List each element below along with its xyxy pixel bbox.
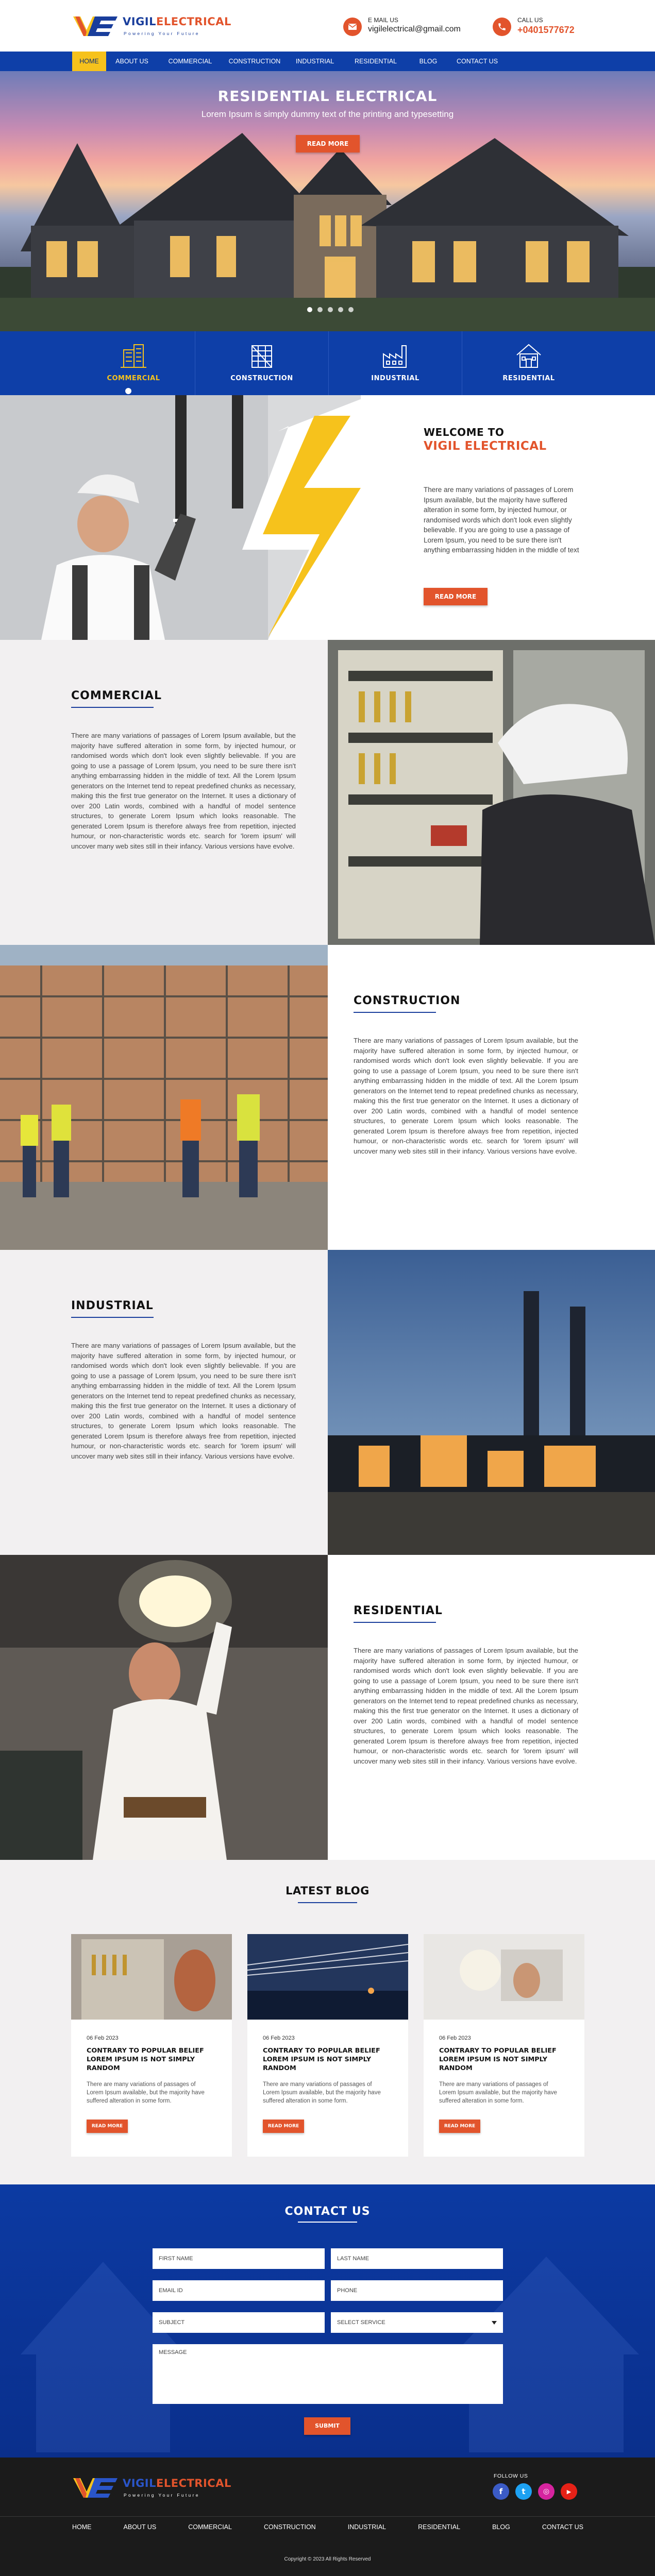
phone-input[interactable]: PHONE bbox=[331, 2280, 503, 2301]
active-service-indicator bbox=[125, 388, 131, 394]
blog-post-title[interactable]: CONTRARY TO POPULAR BELIEF LOREM IPSUM IS NOT SIMPLY RANDOM bbox=[263, 2047, 380, 2072]
blog-card[interactable] bbox=[424, 1934, 584, 2157]
commercial-section bbox=[0, 640, 655, 945]
service-industrial[interactable] bbox=[329, 331, 462, 395]
footer-nav-commercial[interactable]: COMMERCIAL bbox=[188, 2523, 232, 2531]
blog-card-image bbox=[71, 1934, 232, 2020]
residential-section bbox=[0, 1555, 655, 1860]
services-bar bbox=[0, 331, 655, 395]
blog-date: 06 Feb 2023 bbox=[87, 2035, 119, 2041]
phone-icon bbox=[493, 18, 511, 36]
footer-nav-industrial[interactable]: INDUSTRIAL bbox=[347, 2523, 387, 2531]
blog-underline bbox=[298, 1902, 357, 1903]
call-value[interactable]: +0401577672 bbox=[517, 25, 575, 35]
service-label: COMMERCIAL bbox=[107, 375, 160, 382]
footer-brand-name bbox=[123, 2477, 231, 2489]
nav-blog[interactable]: BLOG bbox=[419, 58, 438, 65]
footer-nav-blog[interactable]: BLOG bbox=[492, 2523, 510, 2531]
blog-card[interactable] bbox=[247, 1934, 408, 2157]
construction-building-icon bbox=[248, 343, 276, 368]
commercial-building-icon bbox=[120, 343, 147, 368]
commercial-image bbox=[328, 640, 655, 945]
nav-residential[interactable]: RESIDENTIAL bbox=[355, 58, 397, 65]
construction-section bbox=[0, 945, 655, 1250]
blog-card[interactable] bbox=[71, 1934, 232, 2157]
section-text: There are many variations of passages of Lorem Ipsum available, but the majority have suffered alteration in some form, by injected humour, or randomised words which don't look even slightly believable. If you are going to use a passage of Lorem Ipsum, you need to be sure there isn't anything embarrassing hidden in the middle of text. All the Lorem Ipsum generators on the Internet tend to repeat predefined chunks as necessary, making this the first true generator on the Internet. It uses a dictionary of over 200 Latin words, combined with a handful of model sentence structures, to generate Lorem Ipsum which looks reasonable. The generated Lorem Ipsum is therefore always free from repetition, injected humour, or non-characteristic words etc. search for 'lorem ipsum' will uncover many web sites still in their infancy. Various versions have evolve. bbox=[71, 732, 296, 850]
logo-mark-icon bbox=[72, 2476, 120, 2499]
industrial-section bbox=[0, 1250, 655, 1555]
service-commercial[interactable] bbox=[72, 331, 195, 395]
blog-date: 06 Feb 2023 bbox=[263, 2035, 295, 2041]
footer-nav-home[interactable]: HOME bbox=[72, 2523, 92, 2531]
instagram-icon[interactable]: ◎ bbox=[538, 2483, 555, 2500]
last-name-input[interactable]: LAST NAME bbox=[331, 2248, 503, 2269]
service-residential[interactable] bbox=[462, 331, 595, 395]
footer-logo[interactable] bbox=[72, 2473, 237, 2502]
nav-commercial[interactable]: COMMERCIAL bbox=[168, 58, 212, 65]
slider-dot[interactable] bbox=[348, 307, 354, 312]
section-underline bbox=[71, 707, 154, 708]
blog-date: 06 Feb 2023 bbox=[439, 2035, 471, 2041]
footer-nav-construction[interactable]: CONSTRUCTION bbox=[264, 2523, 316, 2531]
section-underline bbox=[354, 1622, 436, 1623]
footer-divider bbox=[0, 2516, 655, 2517]
copyright-text: Copyright © 2023 All Rights Reserved bbox=[284, 2556, 371, 2562]
hero-subtitle: Lorem Ipsum is simply dummy text of the printing and typesetting bbox=[201, 109, 454, 119]
section-underline bbox=[71, 1317, 154, 1318]
youtube-icon[interactable]: ▶ bbox=[561, 2483, 577, 2500]
footer-navigation bbox=[72, 2523, 583, 2531]
industrial-image bbox=[328, 1250, 655, 1555]
blog-read-more-button[interactable]: READ MORE bbox=[439, 2120, 480, 2133]
nav-about-us[interactable]: ABOUT US bbox=[115, 58, 148, 65]
footer-nav-about-us[interactable]: ABOUT US bbox=[123, 2523, 157, 2531]
welcome-read-more-button[interactable]: READ MORE bbox=[424, 588, 488, 605]
footer-nav-contact-us[interactable]: CONTACT US bbox=[542, 2523, 583, 2531]
nav-contact-us[interactable]: CONTACT US bbox=[456, 58, 498, 65]
blog-excerpt: There are many variations of passages of Lorem Ipsum available, but the majority have suffered alteration in some form. bbox=[87, 2081, 205, 2104]
section-title: COMMERCIAL bbox=[71, 689, 162, 702]
service-select[interactable] bbox=[331, 2312, 503, 2333]
site-footer bbox=[0, 2458, 655, 2576]
nav-construction[interactable]: CONSTRUCTION bbox=[228, 58, 281, 65]
blog-post-title[interactable]: CONTRARY TO POPULAR BELIEF LOREM IPSUM IS NOT SIMPLY RANDOM bbox=[439, 2047, 557, 2072]
brand-tagline: Powering Your Future bbox=[124, 31, 200, 36]
blog-excerpt: There are many variations of passages of Lorem Ipsum available, but the majority have suffered alteration in some form. bbox=[439, 2081, 557, 2104]
twitter-icon[interactable]: t bbox=[515, 2483, 532, 2500]
footer-tagline: Powering Your Future bbox=[124, 2493, 200, 2498]
service-label: CONSTRUCTION bbox=[230, 375, 293, 382]
site-header bbox=[0, 0, 655, 52]
blog-post-title[interactable]: CONTRARY TO POPULAR BELIEF LOREM IPSUM IS NOT SIMPLY RANDOM bbox=[87, 2047, 204, 2072]
nav-home[interactable]: HOME bbox=[72, 52, 106, 71]
service-select-value: SELECT SERVICE bbox=[337, 2319, 385, 2326]
contact-underline bbox=[298, 2222, 357, 2223]
submit-button[interactable]: SUBMIT bbox=[304, 2417, 350, 2435]
blog-card-image bbox=[247, 1934, 408, 2020]
message-textarea[interactable]: MESSAGE bbox=[153, 2344, 503, 2404]
hero-read-more-button[interactable]: READ MORE bbox=[296, 135, 360, 152]
header-phone[interactable] bbox=[493, 15, 591, 38]
house-icon bbox=[515, 343, 543, 368]
chevron-down-icon bbox=[492, 2321, 497, 2325]
contact-section bbox=[0, 2184, 655, 2458]
section-title: RESIDENTIAL bbox=[354, 1604, 443, 1617]
slider-dots bbox=[307, 307, 354, 312]
section-text: There are many variations of passages of Lorem Ipsum available, but the majority have suffered alteration in some form, by injected humour, or randomised words which don't look even slightly believable. If you are going to use a passage of Lorem Ipsum, you need to be sure there isn't anything embarrassing hidden in the middle of text. All the Lorem Ipsum generators on the Internet tend to repeat predefined chunks as necessary, making this the first true generator on the Internet. It uses a dictionary of over 200 Latin words, combined with a handful of model sentence structures, to generate Lorem Ipsum which looks reasonable. The generated Lorem Ipsum is therefore always free from repetition, injected humour, or non-characteristic words etc. search for 'lorem ipsum' will uncover many web sites still in their infancy. Various versions have evolve. bbox=[71, 1342, 296, 1460]
footer-brand-part2: ELECTRICAL bbox=[156, 2477, 231, 2489]
facebook-icon[interactable]: f bbox=[493, 2483, 509, 2500]
welcome-text: There are many variations of passages of Lorem Ipsum available, but the majority have suffered alteration in some form, by injected humour, or randomised words which don't look even slightly believable. If you are going to use a passage of Lorem Ipsum, you need to be sure there isn't anything embarrassing hidden in the middle of text bbox=[424, 486, 579, 554]
follow-us-label: FOLLOW US bbox=[494, 2473, 528, 2479]
brand-name-part1: VIGIL bbox=[123, 15, 156, 28]
slider-dot[interactable] bbox=[317, 307, 323, 312]
section-underline bbox=[354, 1012, 436, 1013]
header-email[interactable] bbox=[343, 15, 462, 38]
brand-name bbox=[123, 15, 231, 28]
section-text: There are many variations of passages of Lorem Ipsum available, but the majority have suffered alteration in some form, by injected humour, or randomised words which don't look even slightly believable. If you are going to use a passage of Lorem Ipsum, you need to be sure there isn't anything embarrassing hidden in the middle of text. All the Lorem Ipsum generators on the Internet tend to repeat predefined chunks as necessary, making this the first true generator on the Internet. It uses a dictionary of over 200 Latin words, combined with a handful of model sentence structures, to generate Lorem Ipsum which looks reasonable. The generated Lorem Ipsum is therefore always free from repetition, injected humour, or non-characteristic words etc. search for 'lorem ipsum' will uncover many web sites still in their infancy. Various versions have evolve. bbox=[354, 1037, 578, 1155]
contact-title: CONTACT US bbox=[284, 2205, 371, 2218]
blog-excerpt: There are many variations of passages of Lorem Ipsum available, but the majority have suffered alteration in some form. bbox=[263, 2081, 381, 2104]
email-input[interactable]: EMAIL ID bbox=[153, 2280, 325, 2301]
blog-card-image bbox=[424, 1934, 584, 2020]
electrician-image bbox=[0, 395, 361, 640]
site-logo[interactable] bbox=[72, 11, 237, 40]
slider-dot[interactable] bbox=[307, 307, 312, 312]
call-label: CALL US bbox=[517, 16, 543, 24]
blog-read-more-button[interactable]: READ MORE bbox=[263, 2120, 304, 2133]
section-title: INDUSTRIAL bbox=[71, 1299, 154, 1312]
main-navigation bbox=[0, 52, 655, 71]
brand-name-part2: ELECTRICAL bbox=[156, 15, 231, 28]
slider-dot[interactable] bbox=[338, 307, 343, 312]
email-value[interactable]: vigilelectrical@gmail.com bbox=[368, 25, 461, 33]
hero-slider bbox=[0, 71, 655, 331]
house-silhouette-background bbox=[0, 2184, 655, 2458]
residential-image bbox=[0, 1555, 328, 1860]
construction-image bbox=[0, 945, 328, 1250]
section-text: There are many variations of passages of Lorem Ipsum available, but the majority have suffered alteration in some form, by injected humour, or randomised words which don't look even slightly believable. If you are going to use a passage of Lorem Ipsum, you need to be sure there isn't anything embarrassing hidden in the middle of text. All the Lorem Ipsum generators on the Internet tend to repeat predefined chunks as necessary, making this the first true generator on the Internet. It uses a dictionary of over 200 Latin words, combined with a handful of model sentence structures, to generate Lorem Ipsum which looks reasonable. The generated Lorem Ipsum is therefore always free from repetition, injected humour, or non-characteristic words etc. search for 'lorem ipsum' will uncover many web sites still in their infancy. Various versions have evolve. bbox=[354, 1647, 578, 1765]
footer-brand-part1: VIGIL bbox=[123, 2477, 156, 2489]
nav-industrial[interactable]: INDUSTRIAL bbox=[295, 58, 334, 65]
welcome-title: WELCOME TO bbox=[424, 426, 505, 438]
slider-dot[interactable] bbox=[328, 307, 333, 312]
email-label: E MAIL US bbox=[368, 16, 398, 24]
envelope-icon bbox=[343, 18, 362, 36]
hero-title: RESIDENTIAL ELECTRICAL bbox=[217, 88, 438, 105]
service-label: RESIDENTIAL bbox=[502, 375, 555, 382]
subject-input[interactable]: SUBJECT bbox=[153, 2312, 325, 2333]
welcome-section bbox=[0, 395, 655, 640]
first-name-input[interactable]: FIRST NAME bbox=[153, 2248, 325, 2269]
latest-blog-section bbox=[0, 1860, 655, 2184]
blog-title: LATEST BLOG bbox=[285, 1885, 370, 1897]
welcome-subtitle: VIGIL ELECTRICAL bbox=[424, 439, 547, 453]
service-label: INDUSTRIAL bbox=[371, 375, 419, 382]
factory-icon bbox=[381, 343, 409, 368]
blog-read-more-button[interactable]: READ MORE bbox=[87, 2120, 128, 2133]
logo-mark-icon bbox=[72, 14, 120, 37]
section-title: CONSTRUCTION bbox=[354, 994, 461, 1007]
footer-nav-residential[interactable]: RESIDENTIAL bbox=[418, 2523, 461, 2531]
service-construction[interactable] bbox=[195, 331, 328, 395]
